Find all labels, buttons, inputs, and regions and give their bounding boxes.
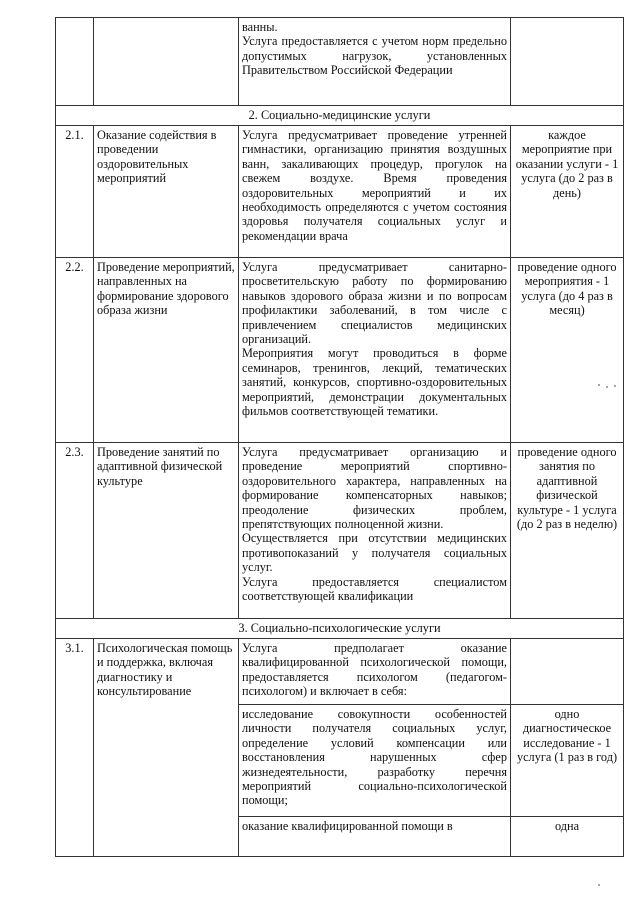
scan-speck [606, 386, 608, 388]
description-text: Мероприятия могут проводиться в форме семинаров, тренингов, лекций, тематических занятий, конкурсов, спортивно-оздоровительных мероприятий, демонстрации документальных фильмов соответствующей тематики. [242, 346, 507, 419]
unit-of-service: одна [511, 817, 624, 857]
description-cell: оказание квалифицированной помощи в [239, 817, 511, 857]
row-number: 3.1. [56, 639, 94, 857]
scan-speck [598, 884, 600, 886]
service-name: Оказание содействия в проведении оздоровительных мероприятий [94, 126, 239, 258]
description-cell: исследование совокупности особенностей личности получателя социальных услуг, определение условий компенсации или восстановления нарушенных сфер жизнедеятельности, разработку перечня мероприятий социально-психологической помощи; [239, 705, 511, 817]
description-cell [239, 258, 511, 443]
service-name: Психологическая помощь и поддержка, включая диагностику и консультирование [94, 639, 239, 857]
service-name: Проведение занятий по адаптивной физической культуре [94, 443, 239, 619]
services-table [55, 17, 624, 857]
section-header-row [56, 619, 624, 639]
service-name-cell [94, 18, 239, 106]
section-title: 2. Социально-медицинские услуги [56, 106, 624, 126]
scan-speck [598, 384, 600, 386]
scan-speck [614, 385, 616, 387]
description-text: Услуга предоставляется с учетом норм предельно допустимых нагрузок, установленных Правительством Российской Федерации [242, 34, 507, 78]
unit-of-service: одно диагностическое исследование - 1 услуга (1 раз в год) [511, 705, 624, 817]
row-number: 2.3. [56, 443, 94, 619]
description-text: Услуга предусматривает санитарно-просветительскую работу по формированию навыков здорового образа жизни и по вопросам профилактики заболеваний, в том числе с привлечением специалистов медицинских организаций. [242, 260, 507, 347]
description-text: ванны. [242, 20, 278, 34]
description-text: Осуществляется при отсутствии медицинских противопоказаний у получателя социальных услуг. [242, 531, 507, 575]
description-text: Услуга предусматривает проведение утренней гимнастики, организацию принятия воздушных ванн, закаливающих процедур, прогулок на свежем воздухе. Время проведения оздоровительных мероприятий и их необходимость определяются с учетом состояния здоровья получателя социальных услуг и рекомендации врача [242, 128, 507, 243]
unit-cell [511, 18, 624, 106]
table-row [56, 443, 624, 619]
table-row [56, 639, 624, 705]
row-number: 2.1. [56, 126, 94, 258]
description-text: Услуга предоставляется специалистом соответствующей квалификации [242, 574, 507, 604]
description-cell: Услуга предполагает оказание квалифицированной психологической помощи, предоставляется психологом (педагогом-психологом) и включает в себя: [239, 639, 511, 705]
description-cell [239, 126, 511, 258]
number-cell [56, 18, 94, 106]
section-header-row [56, 106, 624, 126]
description-text: Услуга предусматривает организацию и проведение мероприятий спортивно-оздоровительного характера, направленных на формирование компенсаторных навыков; преодоление физических проблем, препятствующих полноценной жизни. [242, 445, 507, 532]
table-row [56, 18, 624, 106]
service-name: Проведение мероприятий, направленных на формирование здорового образа жизни [94, 258, 239, 443]
row-number: 2.2. [56, 258, 94, 443]
section-title: 3. Социально-психологические услуги [56, 619, 624, 639]
table-row [56, 126, 624, 258]
unit-of-service: проведение одного занятия по адаптивной физической культуре - 1 услуга (до 2 раз в неделю) [511, 443, 624, 619]
unit-of-service: каждое мероприятие при оказании услуги - 1 услуга (до 2 раз в день) [511, 126, 624, 258]
unit-of-service: проведение одного мероприятия - 1 услуга (до 4 раз в месяц) [511, 258, 624, 443]
table-row [56, 258, 624, 443]
description-cell [239, 18, 511, 106]
unit-cell [511, 639, 624, 705]
description-cell [239, 443, 511, 619]
